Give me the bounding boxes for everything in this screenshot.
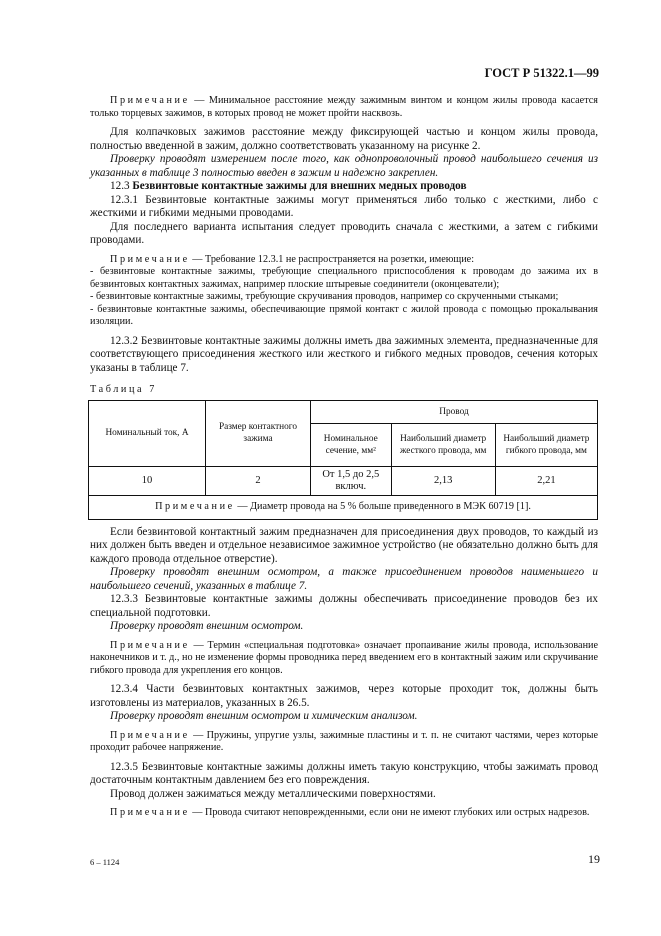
paragraph: Если безвинтовой контактный зажим предназначен для присоединения двух проводов, то каждый из них должен быть введен и отдельное независимое зажимное устройство (не обязательно должно быть для каждого провода отдельное отверстие).: [90, 525, 598, 565]
note-list-item: - безвинтовые контактные зажимы, требующие скручивания проводов, например со скрученными стыками;: [90, 291, 559, 302]
note-label: Примечание: [110, 729, 190, 741]
verification-paragraph: Проверку проводят внешним осмотром, а также присоединением проводов наименьшего и наибольшего сечений, указанных в таблице 7.: [90, 566, 598, 592]
note-3: [90, 640, 598, 678]
col-header-rigid-diameter: Наибольший диаметр жесткого провода, мм: [391, 423, 495, 466]
note-text: — Минимальное расстояние между зажимным винтом и концом жилы провода касается только торцевых зажимов, в которых провод не может пройти насквозь.: [90, 95, 598, 119]
col-header-section: Номинальное сечение, мм²: [311, 423, 392, 466]
note-5: [90, 807, 598, 820]
table-7: [88, 400, 598, 520]
note-text: — Диаметр провода на 5 % больше приведенного в МЭК 60719 [1].: [234, 501, 531, 512]
note-label: Примечание: [110, 95, 190, 106]
verification-paragraph: Проверку проводят измерением после того, как однопроволочный провод наибольшего сечения из указанных в таблице 3 полностью введен в зажим и надежно закреплен.: [90, 153, 598, 179]
col-group-header-wire: Провод: [311, 400, 598, 423]
note-text: — Пружины, упругие узлы, зажимные пластины и т. п. не считают частями, через которые проходит рабочее напряжение.: [90, 729, 598, 753]
standard-header: ГОСТ Р 51322.1—99: [484, 66, 599, 80]
page-content: [90, 95, 598, 820]
note-text: — Термин «специальная подготовка» означает пропаивание жилы провода, использование наконечников и т. д., но не изменение формы проводника перед введением его в контактный зажим или скручивание гибкого провода для укрепления его концов.: [90, 639, 598, 676]
paragraph: 12.3.3 Безвинтовые контактные зажимы должны обеспечивать присоединение проводов без их специальной подготовки.: [90, 593, 598, 619]
note-4: [90, 730, 598, 755]
note-label: Примечание: [110, 807, 190, 818]
note-list-item: - безвинтовые контактные зажимы, требующие специального приспособления к проводам до зажима их в безвинтовых контактных зажимах, например плоские штыревые соединители (оконцеватели);: [90, 266, 598, 290]
table-caption: Таблица 7: [90, 384, 157, 395]
paragraph: 12.3.2 Безвинтовые контактные зажимы должны иметь два зажимных элемента, предназначенные для соответствующего присоединения жесткого или жесткого и гибкого медных проводов, сечения которых указаны в таблице 7.: [90, 334, 598, 374]
paragraph: Провод должен зажиматься между металлическими поверхностями.: [110, 787, 436, 800]
verification-paragraph: Проверку проводят внешним осмотром.: [110, 620, 304, 632]
col-header-size: Размер контактного зажима: [206, 400, 311, 466]
verification-paragraph: Проверку проводят внешним осмотром и химическим анализом.: [110, 710, 418, 722]
cell-size: 2: [206, 466, 311, 495]
paragraph: Для колпачковых зажимов расстояние между фиксирующей частью и концом жилы провода, полностью введенной в зажим, должно соответствовать указанному на рисунке 2.: [90, 126, 598, 152]
table-note: [89, 495, 598, 519]
cell-current: 10: [89, 466, 206, 495]
note-1: [90, 95, 598, 120]
note-label: Примечание: [155, 501, 235, 512]
note-text: — Требование 12.3.1 не распространяется на розетки, имеющие:: [189, 253, 475, 265]
paragraph: 12.3.5 Безвинтовые контактные зажимы должны иметь такую конструкцию, чтобы зажимать провод достаточным контактным давлением без его повреждения.: [90, 760, 598, 786]
cell-rigid-diameter: 2,13: [391, 466, 495, 495]
page-number: 19: [588, 852, 600, 866]
col-header-flex-diameter: Наибольший диаметр гибкого провода, мм: [495, 423, 597, 466]
cell-flex-diameter: 2,21: [495, 466, 597, 495]
note-2: [90, 254, 598, 267]
note-list-item: - безвинтовые контактные зажимы, обеспечивающие прямой контакт с жилой провода с помощью прокалывания изоляции.: [90, 303, 598, 327]
paragraph: 12.3.4 Части безвинтовых контактных зажимов, через которые проходит ток, должны быть изготовлены из материалов, указанных в 26.5.: [90, 683, 598, 709]
section-heading: [90, 180, 598, 194]
paragraph: 12.3.1 Безвинтовые контактные зажимы могут применяться либо только с жесткими, либо с жесткими и гибкими медными проводами.: [90, 193, 598, 219]
table-row: [89, 466, 598, 495]
print-code: 6 – 1124: [90, 857, 120, 867]
cell-section: От 1,5 до 2,5 включ.: [311, 466, 392, 495]
section-title: Безвинтовые контактные зажимы для внешних медных проводов: [132, 180, 467, 192]
paragraph: Для последнего варианта испытания следует проводить сначала с жесткими, а затем с гибкими проводами.: [90, 220, 598, 246]
note-label: Примечание: [110, 639, 190, 651]
note-label: Примечание: [110, 253, 190, 265]
section-number: 12.3: [110, 180, 133, 192]
col-header-current: Номинальный ток, А: [89, 400, 206, 466]
note-text: — Провода считают неповрежденными, если они не имеют глубоких или острых надрезов.: [189, 807, 590, 818]
